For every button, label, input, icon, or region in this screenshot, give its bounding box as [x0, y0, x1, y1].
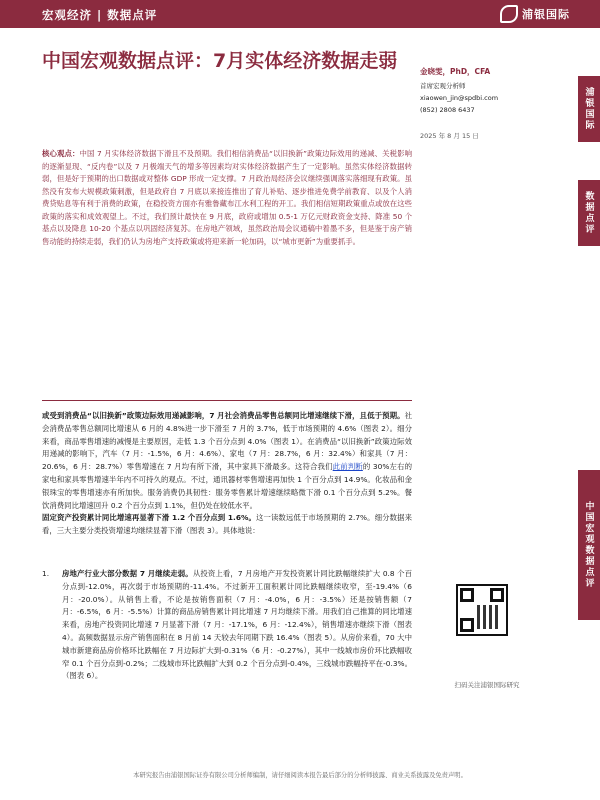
logo-text: 浦银国际: [522, 8, 570, 21]
company-logo: [500, 5, 570, 23]
core-view-text: 中国 7 月实体经济数据下滑且不及预期。我们相信消费品“以旧换新”政策边际效用的递减、关税影响的逐渐显现、“反内卷”以及 7 月极端天气的增多等因素均对实体经济数据产生了一定影响。虽然实体经济数据转弱，但是好于预期的出口数据或对整体 GDP 形成一定支撑。7 月政治局经济会议继续强调落实落细现有政策。虽然没有发布大规模政策刺激，但是政府自 7 月底以来接连推出了育儿补贴、逐步推进免费学前教育、以及个人消费贷贴息等有利于消费的政策，在稳投资方面亦有雅鲁藏布江水利工程的开工。我们相信短期政策重点或放在这些政策的落实和成效观望上。不过，我们预计最快在 9 月底，政府或增加 0.5-1 万亿元财政资金支持、降准 50 个基点以及降息 10-20 个基点以巩固经济复苏。在房地产领域，虽然政治局会议通稿中着墨不多，但是鉴于房产销售动能的持续走弱，我们仍认为房地产支持政策或将迎来新一轮加码，以“城市更新”为重要抓手。: [42, 149, 412, 246]
property-lead: 房地产行业大部分数据 7 月继续走弱。: [62, 569, 193, 578]
consumption-lead: 或受到消费品“以旧换新”政策边际效用递减影响，7 月社会消费品零售总额同比增速继续下滑，且低于预期。: [42, 411, 405, 420]
analyst-phone: (852) 2808 6437: [420, 106, 475, 114]
side-tab-category: 数据点评: [578, 180, 600, 246]
qr-caption: 扫码关注浦银国际研究: [454, 681, 520, 689]
consumption-text-a: 社会消费品零售总额同比增速从 6 月的 4.8%进一步下滑至 7 月的 3.7%，低于市场预期的 4.6%（图表 2）。细分来看，商品零售增速的减慢是主要原因，走低 1.3 个百分点到 4.0%（图表 1）。在消费品“以旧换新”政策边际效用递减的影响下，汽车（7 月：-1.5%，6 月：4.6%）、家电（7 月：28.7%，6 月：32.4%）和家具（7 月：20.6%，6 月：28.7%）零售增速在 7 月均有所下滑，其中家具下滑最多。这符合我们: [42, 411, 412, 472]
side-tab-company: 浦银国际: [578, 76, 600, 142]
consumption-text-b: 的 30%左右的家电和家具零售增速半年内不可持久的观点。不过，通讯器材零售增速再加快 1 个百分点到 14.9%。化妆品和金银珠宝的零售增速亦有所加快。服务消费仍具韧性：服务零售累计增速继续略微下滑 0.1 个百分点到 5.2%。餐饮消费同比增速回升 0.2 个百分点到 1.1%，但仍处在较低水平。: [42, 462, 412, 510]
investment-lead: 固定资产投资累计同比增速再显著下滑 1.2 个百分点到 1.6%。: [42, 513, 256, 522]
top-header-bar: [0, 0, 600, 28]
disclaimer-footer: 本研究报告由浦银国际证券有限公司分析师编制，请仔细阅读本报告最后部分的分析师披露、商业关系披露及免责声明。: [133, 772, 467, 779]
analyst-role: 首席宏观分析师: [420, 82, 466, 90]
section-divider: [42, 400, 412, 401]
qr-pattern: [477, 605, 501, 629]
report-title: 中国宏观数据点评：7月实体经济数据走弱: [42, 50, 398, 72]
qr-finder: [460, 618, 474, 632]
investment-paragraph: [42, 512, 412, 538]
prior-analysis-link[interactable]: 此前判断: [332, 462, 363, 472]
side-tab-report-type: 中国宏观数据点评: [578, 470, 600, 620]
analyst-info: [420, 66, 560, 142]
list-item: [42, 568, 412, 683]
analyst-email[interactable]: xiaowen_jin@spdbi.com: [420, 94, 499, 102]
list-item-number: 1.: [42, 569, 50, 578]
consumption-paragraph: [42, 410, 412, 512]
analyst-name: 金晓雯，PhD，CFA: [420, 67, 491, 76]
qr-finder: [490, 588, 504, 602]
list-item-body: [62, 568, 412, 683]
qr-finder: [460, 588, 474, 602]
core-view-section: [42, 148, 412, 248]
property-text: 从投资上看，7 月房地产开发投资累计同比跌幅继续扩大 0.8 个百分点到-12.0%，再次弱于市场预期的-11.4%。不过新开工面积累计同比跌幅继续收窄，至-19.4%（6 月：-20.0%）。从销售上看，不论是按销售面积（7 月：-4.0%，6 月：-3.5%）还是按销售额（7 月：-6.5%，6 月：-5.5%）计算的商品房销售累计同比增速 7 月均继续下滑。用我们自己推算的同比增速来看，房地产投资同比增速 7 月显著下滑（7 月：-17.1%，6 月：-12.4%），销售增速亦继续下滑（图表 4）。高频数据显示房产销售面积在 8 月前 14 天较去年同期下跌 16.4%（图表 5）。从房价来看，70 大中城市新建商品房价格环比跌幅在 7 月边际扩大到-0.31%（6 月：-0.27%），其中一线城市房价环比跌幅收窄 0.1 个百分点到-0.2%；二线城市环比跌幅扩大到 0.2 个百分点到-0.4%，三线城市跌幅持平在-0.3%。（图表 6）。: [62, 569, 412, 681]
report-date: 2025 年 8 月 15 日: [420, 132, 479, 140]
breadcrumb: 宏观经济 | 数据点评: [42, 8, 158, 22]
core-view-label: 核心观点：: [42, 149, 80, 158]
logo-mark-icon: [500, 5, 518, 23]
investment-text: 这一读数远低于市场预期的 2.7%。细分数据来看，三大主要分类投资增速均继续显著下滑（图表 3）。具体地说：: [42, 513, 412, 535]
qr-code[interactable]: [456, 584, 508, 636]
